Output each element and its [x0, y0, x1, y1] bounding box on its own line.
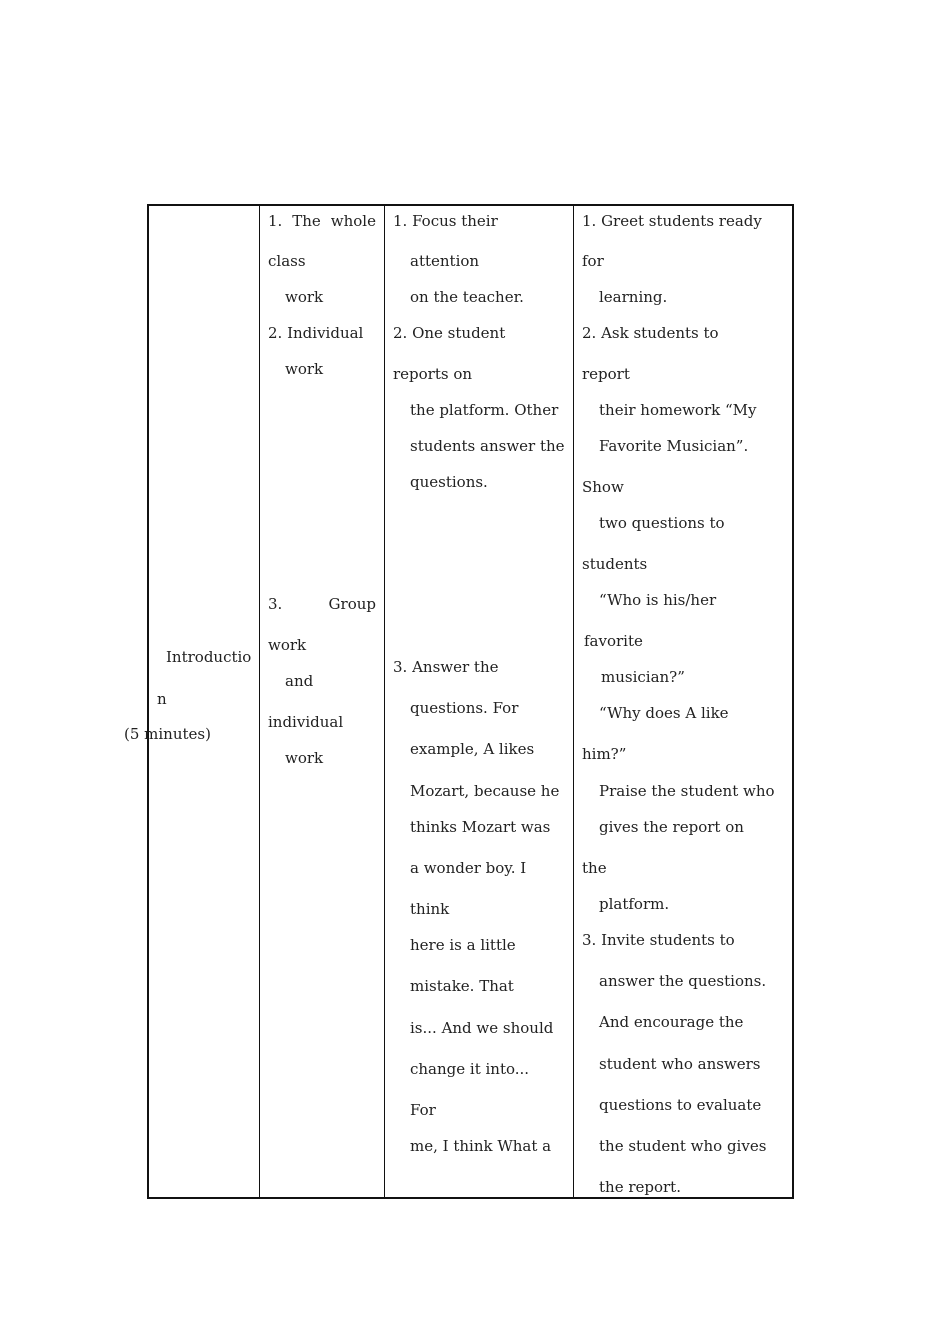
student-line: is... And we should — [410, 1019, 554, 1037]
teacher-line: the — [582, 859, 607, 877]
organization-line: class — [268, 252, 306, 270]
student-line: reports on — [393, 365, 473, 383]
student-line: example, A likes — [410, 740, 535, 758]
teacher-line: gives the report on — [599, 818, 744, 836]
student-line: thinks Mozart was — [410, 818, 551, 836]
stage-label-line: n — [157, 690, 167, 708]
teacher-line: “Why does A like — [599, 704, 729, 722]
organization-line: work — [285, 749, 324, 767]
teacher-line: students — [582, 555, 648, 573]
teacher-line: him?” — [582, 745, 627, 763]
teacher-line: the report. — [599, 1178, 681, 1196]
teacher-line: Favorite Musician”. — [599, 437, 749, 455]
organization-line: work — [285, 360, 324, 378]
justified-word: 1. — [268, 212, 283, 230]
teacher-line: musician?” — [601, 668, 685, 686]
teacher-line: favorite — [584, 632, 643, 650]
teacher-line: report — [582, 365, 630, 383]
organization-line: 3. Group — [268, 595, 376, 613]
teacher-line: And encourage the — [599, 1013, 744, 1031]
teacher-line: student who answers — [599, 1055, 761, 1073]
stage-label-line: Introductio — [166, 648, 252, 666]
student-line: the platform. Other — [410, 401, 559, 419]
teacher-activities-cell — [574, 206, 792, 1197]
justified-word: The — [292, 212, 321, 230]
teacher-line: their homework “My — [599, 401, 757, 419]
student-line: 2. One student — [393, 324, 506, 342]
student-line: 1. Focus their — [393, 212, 498, 230]
teacher-line: learning. — [599, 288, 668, 306]
student-line: mistake. That — [410, 977, 514, 995]
student-line: on the teacher. — [410, 288, 524, 306]
teacher-line: “Who is his/her — [599, 591, 717, 609]
stage-duration: (5 minutes) — [124, 725, 211, 743]
student-line: For — [410, 1101, 436, 1119]
student-line: Mozart, because he — [410, 782, 560, 800]
teacher-line: for — [582, 252, 604, 270]
student-line: here is a little — [410, 936, 516, 954]
student-line: change it into... — [410, 1060, 530, 1078]
teacher-line: answer the questions. — [599, 972, 767, 990]
teacher-line: 3. Invite students to — [582, 931, 735, 949]
teacher-line: Show — [582, 478, 624, 496]
organization-line: work — [285, 288, 324, 306]
student-line: 3. Answer the — [393, 658, 499, 676]
student-line: questions. For — [410, 699, 519, 717]
student-activities-cell — [385, 206, 573, 1197]
organization-line: individual — [268, 713, 344, 731]
organization-line: 2. Individual — [268, 324, 364, 342]
teacher-line: 2. Ask students to — [582, 324, 719, 342]
organization-line: work — [268, 636, 307, 654]
student-line: me, I think What a — [410, 1137, 552, 1155]
teacher-line: 1. Greet students ready — [582, 212, 762, 230]
teacher-line: the student who gives — [599, 1137, 767, 1155]
student-line: think — [410, 900, 450, 918]
organization-line — [268, 211, 376, 231]
teacher-line: two questions to — [599, 514, 725, 532]
teacher-line: questions to evaluate — [599, 1096, 762, 1114]
organization-cell — [260, 206, 384, 1197]
organization-line: and — [285, 672, 314, 690]
student-line: questions. — [410, 473, 488, 491]
student-line: attention — [410, 252, 480, 270]
justified-word: whole — [330, 212, 376, 230]
student-line: a wonder boy. I — [410, 859, 527, 877]
teacher-line: Praise the student who — [599, 782, 775, 800]
student-line: students answer the — [410, 437, 565, 455]
lesson-plan-table — [147, 204, 794, 1199]
teacher-line: platform. — [599, 895, 670, 913]
